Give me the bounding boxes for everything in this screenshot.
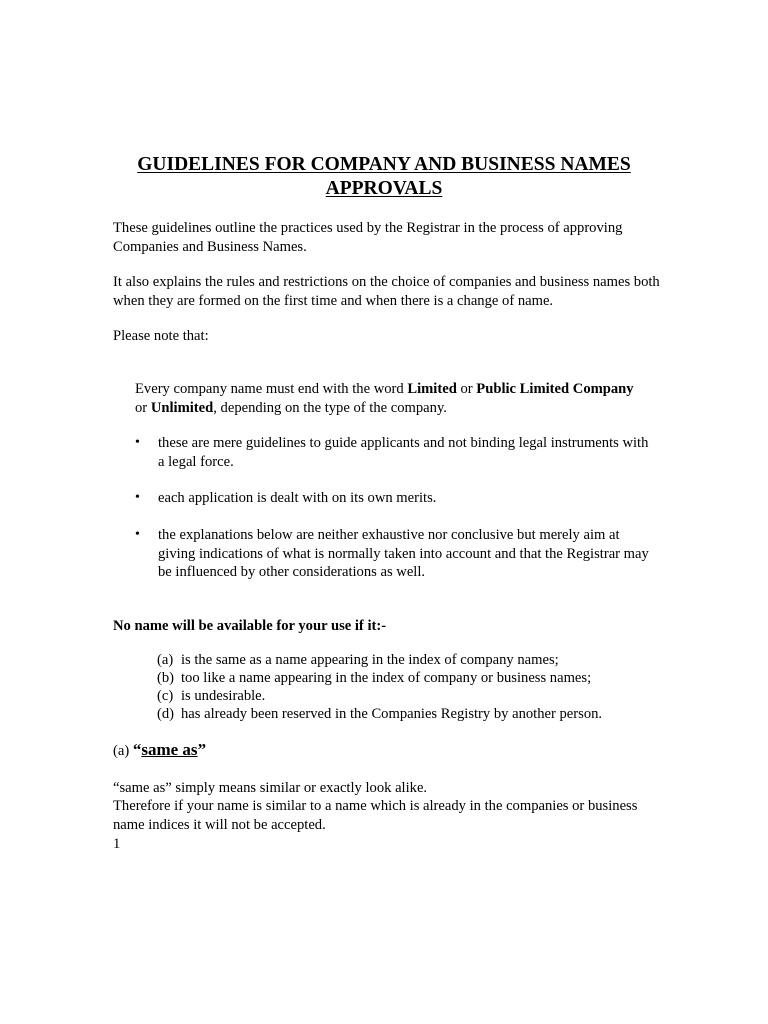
rule-text-part1: Every company name must end with the word bbox=[135, 381, 408, 397]
condition-marker: (d) bbox=[157, 706, 175, 722]
condition-marker: (a) bbox=[157, 652, 174, 668]
condition-marker: (c) bbox=[157, 688, 174, 704]
condition-item-b bbox=[157, 669, 677, 688]
rule-plc: Public Limited Company bbox=[476, 381, 634, 397]
condition-text: has already been reserved in the Companies Registry by another person. bbox=[181, 706, 603, 722]
condition-marker: (b) bbox=[157, 670, 175, 686]
please-note-text: Please note that: bbox=[113, 328, 209, 344]
bullet-text-1: these are mere guidelines to guide applicants and not binding legal instruments with a legal force. bbox=[158, 435, 649, 470]
same-as-explanation: Therefore if your name is similar to a name which is already in the companies or business name indices it will not be accepted. bbox=[113, 798, 638, 833]
intro-paragraph-2: It also explains the rules and restrictions on the choice of companies and business names both when they are formed on the first time and when there is a change of name. bbox=[113, 274, 660, 309]
section-a-title-text: same as bbox=[141, 740, 198, 759]
condition-text: is the same as a name appearing in the index of company names; bbox=[181, 652, 559, 668]
rule-unlimited: Unlimited bbox=[150, 399, 214, 416]
company-name-rule bbox=[135, 380, 675, 417]
intro-paragraph-1: These guidelines outline the practices used by the Registrar in the process of approving Companies and Business Names. bbox=[113, 220, 623, 255]
no-name-heading: No name will be available for your use if it:- bbox=[113, 618, 387, 634]
section-a-heading bbox=[113, 741, 206, 761]
bullet-text-3: the explanations below are neither exhaustive nor conclusive but merely aim at giving indications of what is normally taken into account and that the Registrar may be influenced by other considerations as well. bbox=[158, 527, 649, 580]
rule-text-part2: , depending on the type of the company. bbox=[213, 399, 447, 416]
condition-text: is undesirable. bbox=[181, 688, 266, 704]
close-quote: ” bbox=[197, 740, 207, 759]
open-quote: “ bbox=[132, 740, 142, 759]
rule-or-2: or bbox=[135, 399, 151, 416]
bullet-text-2: each application is dealt with on its own merits. bbox=[158, 490, 437, 506]
document-title: GUIDELINES FOR COMPANY AND BUSINESS NAMES APPROVALS bbox=[137, 154, 631, 199]
condition-text: too like a name appearing in the index of company or business names; bbox=[181, 670, 592, 686]
section-a-title bbox=[133, 740, 206, 759]
page-number: 1 bbox=[113, 836, 121, 852]
rule-limited: Limited bbox=[407, 381, 457, 397]
bullet-icon: • bbox=[135, 435, 140, 450]
condition-item-a bbox=[157, 651, 677, 670]
section-a-marker: (a) bbox=[113, 743, 130, 759]
bullet-icon: • bbox=[135, 490, 140, 505]
bullet-icon: • bbox=[135, 527, 140, 542]
same-as-definition: “same as” simply means similar or exactly look alike. bbox=[113, 780, 428, 796]
rule-or-1: or bbox=[456, 381, 477, 397]
condition-item-c bbox=[157, 687, 677, 706]
condition-item-d bbox=[157, 705, 677, 724]
